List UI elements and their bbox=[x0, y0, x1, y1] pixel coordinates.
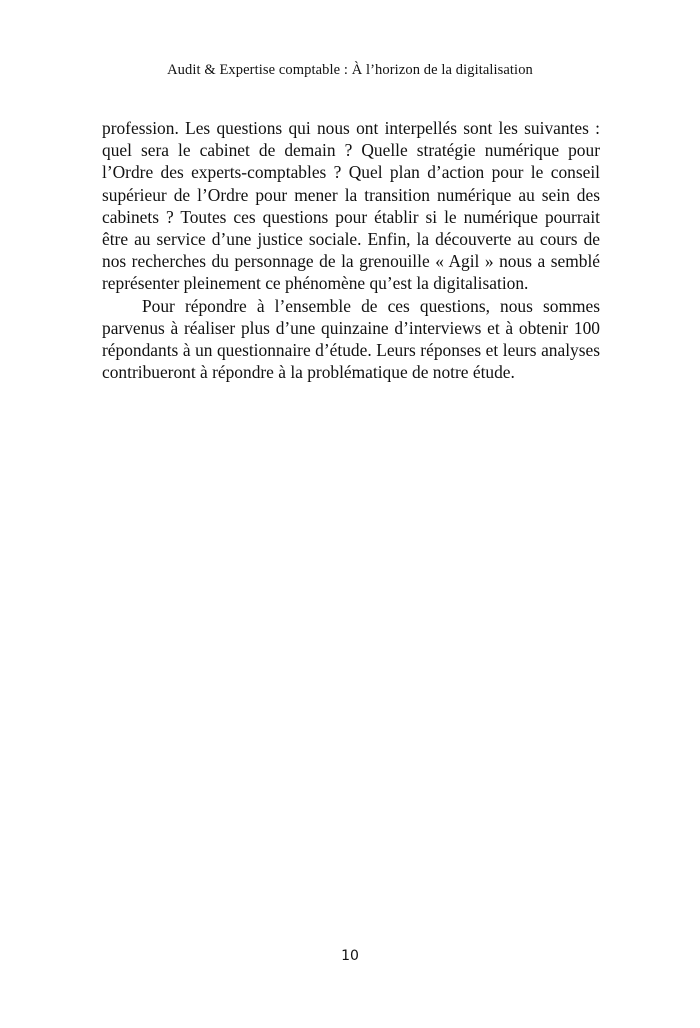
paragraph-methodology: Pour répondre à l’ensemble de ces questions, nous sommes parvenus à réaliser plus d’une quinzaine d’interviews et à obtenir 100 répondants à un questionnaire d’étude. Leurs réponses et leurs analyses contribueront à répondre à la problématique de notre étude. bbox=[102, 295, 600, 383]
running-header: Audit & Expertise comptable : À l’horizon de la digitalisation bbox=[167, 62, 533, 78]
page-number: 10 bbox=[341, 948, 359, 964]
body-text bbox=[102, 117, 600, 383]
paragraph-continuation: profession. Les questions qui nous ont interpellés sont les suivantes : quel sera le cabinet de demain ? Quelle stratégie numérique pour l’Ordre des experts-comptables ? Quel plan d’action pour le conseil supérieur de l’Ordre pour mener la transition numérique au sein des cabinets ? Toutes ces questions pour établir si le numérique pourrait être au service d’une justice sociale. Enfin, la découverte au cours de nos recherches du personnage de la grenouille « Agil » nous a semblé représenter pleinement ce phénomène qu’est la digitalisation. bbox=[102, 118, 600, 294]
